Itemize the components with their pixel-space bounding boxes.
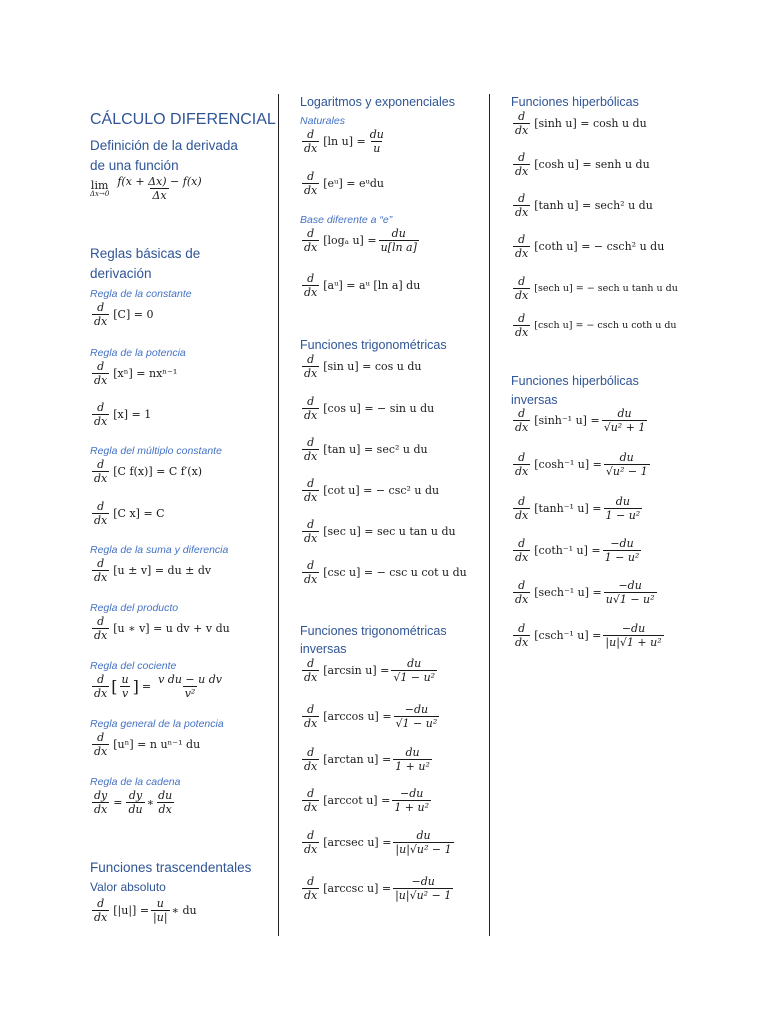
formula-csc: $\frac{d}{dx}$ [csc u] = − csc u cot u du xyxy=(304,559,467,586)
formula-chain: $\frac{dy}{dx}$ = $\frac{dy}{du}$ ∗ $\frac{du}{dx}$ xyxy=(94,789,173,816)
lim-subscript: Δx→0 xyxy=(90,189,110,198)
formula-acosh: $\frac{d}{dx}$ [cosh⁻¹ u] = $\frac{du}{\text{√u² − 1}}$ xyxy=(515,451,648,478)
definition-heading-line2: de una función xyxy=(90,158,179,173)
log-exp-heading: Logaritmos y exponenciales xyxy=(300,95,455,109)
formula-product: $\frac{d}{dx}$ [u ∗ v] = u dv + v du xyxy=(94,615,230,642)
formula-constant-multiple-2: $\frac{d}{dx}$ [C x] = C xyxy=(94,500,165,527)
formula-atanh: $\frac{d}{dx}$ [tanh⁻¹ u] = $\frac{du}{\text{1 − u²}}$ xyxy=(515,495,641,522)
formula-asinh: $\frac{d}{dx}$ [sinh⁻¹ u] = $\frac{du}{\text{√u² + 1}}$ xyxy=(515,407,646,434)
rule-sum-difference-label: Regla de la suma y diferencia xyxy=(90,544,229,556)
basic-rules-heading-line2: derivación xyxy=(90,266,152,281)
rule-quotient-label: Regla del cociente xyxy=(90,660,177,672)
formula-cosh: $\frac{d}{dx}$ [cosh u] = senh u du xyxy=(515,151,650,178)
formula-arccot: $\frac{d}{dx}$ [arccot u] = $\frac{-du}{\text{1 + u²}}$ xyxy=(304,787,430,814)
absolute-value-label: Valor absoluto xyxy=(90,880,166,894)
different-base-label: Base diferente a “e” xyxy=(300,214,393,226)
inverse-hyperbolic-heading-line1: Funciones hiperbólicas xyxy=(511,374,639,388)
formula-acoth: $\frac{d}{dx}$ [coth⁻¹ u] = $\frac{-du}{\text{1 − u²}}$ xyxy=(515,537,640,564)
basic-rules-heading-line1: Reglas básicas de xyxy=(90,246,201,261)
natural-label: Naturales xyxy=(300,115,345,127)
formula-sinh: $\frac{d}{dx}$ [sinh u] = cosh u du xyxy=(515,110,647,137)
formula-constant-multiple-1: $\frac{d}{dx}$ [C f(x)] = C f′(x) xyxy=(94,458,203,485)
rule-product-label: Regla del producto xyxy=(90,602,179,614)
inverse-trig-heading-line1: Funciones trigonométricas xyxy=(300,624,447,638)
formula-coth: $\frac{d}{dx}$ [coth u] = − csch² u du xyxy=(515,233,665,260)
definition-heading-line1: Definición de la derivada xyxy=(90,138,238,153)
rule-general-power-label: Regla general de la potencia xyxy=(90,718,224,730)
page-title: CÁLCULO DIFERENCIAL xyxy=(90,111,276,128)
formula-arctan: $\frac{d}{dx}$ [arctan u] = $\frac{du}{\text{1 + u²}}$ xyxy=(304,746,430,773)
hyperbolic-heading: Funciones hiperbólicas xyxy=(511,95,639,109)
column-divider-1 xyxy=(278,94,279,936)
formula-csch: $\frac{d}{dx}$ [csch u] = − csch u coth u du xyxy=(515,312,677,339)
formula-cot: $\frac{d}{dx}$ [cot u] = − csc² u du xyxy=(304,477,440,504)
formula-exp: $\frac{d}{dx}$ [eᵘ] = eᵘdu xyxy=(304,170,384,197)
formula-general-power: $\frac{d}{dx}$ [uⁿ] = n uⁿ⁻¹ du xyxy=(94,731,201,758)
formula-au: $\frac{d}{dx}$ [aᵘ] = aᵘ [ln a] du xyxy=(304,272,421,299)
rule-constant-label: Regla de la constante xyxy=(90,288,192,300)
formula-x: $\frac{d}{dx}$ [x] = 1 xyxy=(94,401,152,428)
formula-cos: $\frac{d}{dx}$ [cos u] = − sin u du xyxy=(304,395,435,422)
formula-arcsec: $\frac{d}{dx}$ [arcsec u] = $\frac{du}{\text{|u|√u² − 1}}$ xyxy=(304,829,452,856)
column-divider-2 xyxy=(489,94,490,936)
rule-chain-label: Regla de la cadena xyxy=(90,776,181,788)
formula-asech: $\frac{d}{dx}$ [sech⁻¹ u] = $\frac{-du}{\text{u√1 − u²}}$ xyxy=(515,579,655,606)
formula-arccsc: $\frac{d}{dx}$ [arccsc u] = $\frac{-du}{\text{|u|√u² − 1}}$ xyxy=(304,875,452,902)
formula-sec: $\frac{d}{dx}$ [sec u] = sec u tan u du xyxy=(304,518,456,545)
formula-power: $\frac{d}{dx}$ [xⁿ] = nxⁿ⁻¹ xyxy=(94,360,178,387)
definition-numerator: f(x + Δx) − f(x) xyxy=(117,175,202,188)
formula-quotient: $\frac{d}{dx}$ [ $\frac{u}{v}$ ] = $\frac{\text{v du − u dv}}{\text{v²}}$ xyxy=(94,673,222,700)
formula-absolute-value: $\frac{d}{dx}$ [|u|] = $\frac{u}{|u|}$ ∗ du xyxy=(94,897,197,924)
formula-tan: $\frac{d}{dx}$ [tan u] = sec² u du xyxy=(304,436,428,463)
formula-loga: $\frac{d}{dx}$ [logₐ u] = $\frac{du}{\text{u[ln a]}}$ xyxy=(304,227,417,254)
formula-tanh: $\frac{d}{dx}$ [tanh u] = sech² u du xyxy=(515,192,653,219)
trig-heading: Funciones trigonométricas xyxy=(300,338,447,352)
inverse-hyperbolic-heading-line2: inversas xyxy=(511,393,558,407)
rule-power-label: Regla de la potencia xyxy=(90,347,186,359)
transcendental-heading: Funciones trascendentales xyxy=(90,860,252,875)
inverse-trig-heading-line2: inversas xyxy=(300,642,347,656)
formula-sum-difference: $\frac{d}{dx}$ [u ± v] = du ± dv xyxy=(94,557,212,584)
definition-denominator: Δx xyxy=(152,189,167,202)
formula-acsch: $\frac{d}{dx}$ [csch⁻¹ u] = $\frac{-du}{\text{|u|√1 + u²}}$ xyxy=(515,622,662,649)
derivative-definition-formula xyxy=(90,176,206,201)
rule-constant-multiple-label: Regla del múltiplo constante xyxy=(90,445,222,457)
formula-arcsin: $\frac{d}{dx}$ [arcsin u] = $\frac{du}{\text{√1 − u²}}$ xyxy=(304,657,436,684)
formula-sin: $\frac{d}{dx}$ [sin u] = cos u du xyxy=(304,353,422,380)
formula-sech: $\frac{d}{dx}$ [sech u] = − sech u tanh u du xyxy=(515,275,678,302)
formula-ln: $\frac{d}{dx}$ [ln u] = $\frac{du}{u}$ xyxy=(304,128,384,155)
formula-arccos: $\frac{d}{dx}$ [arccos u] = $\frac{-du}{\text{√1 − u²}}$ xyxy=(304,703,438,730)
formula-constant: $\frac{d}{dx}$ [C] = 0 xyxy=(94,301,154,328)
lim-label: lim xyxy=(90,178,109,192)
